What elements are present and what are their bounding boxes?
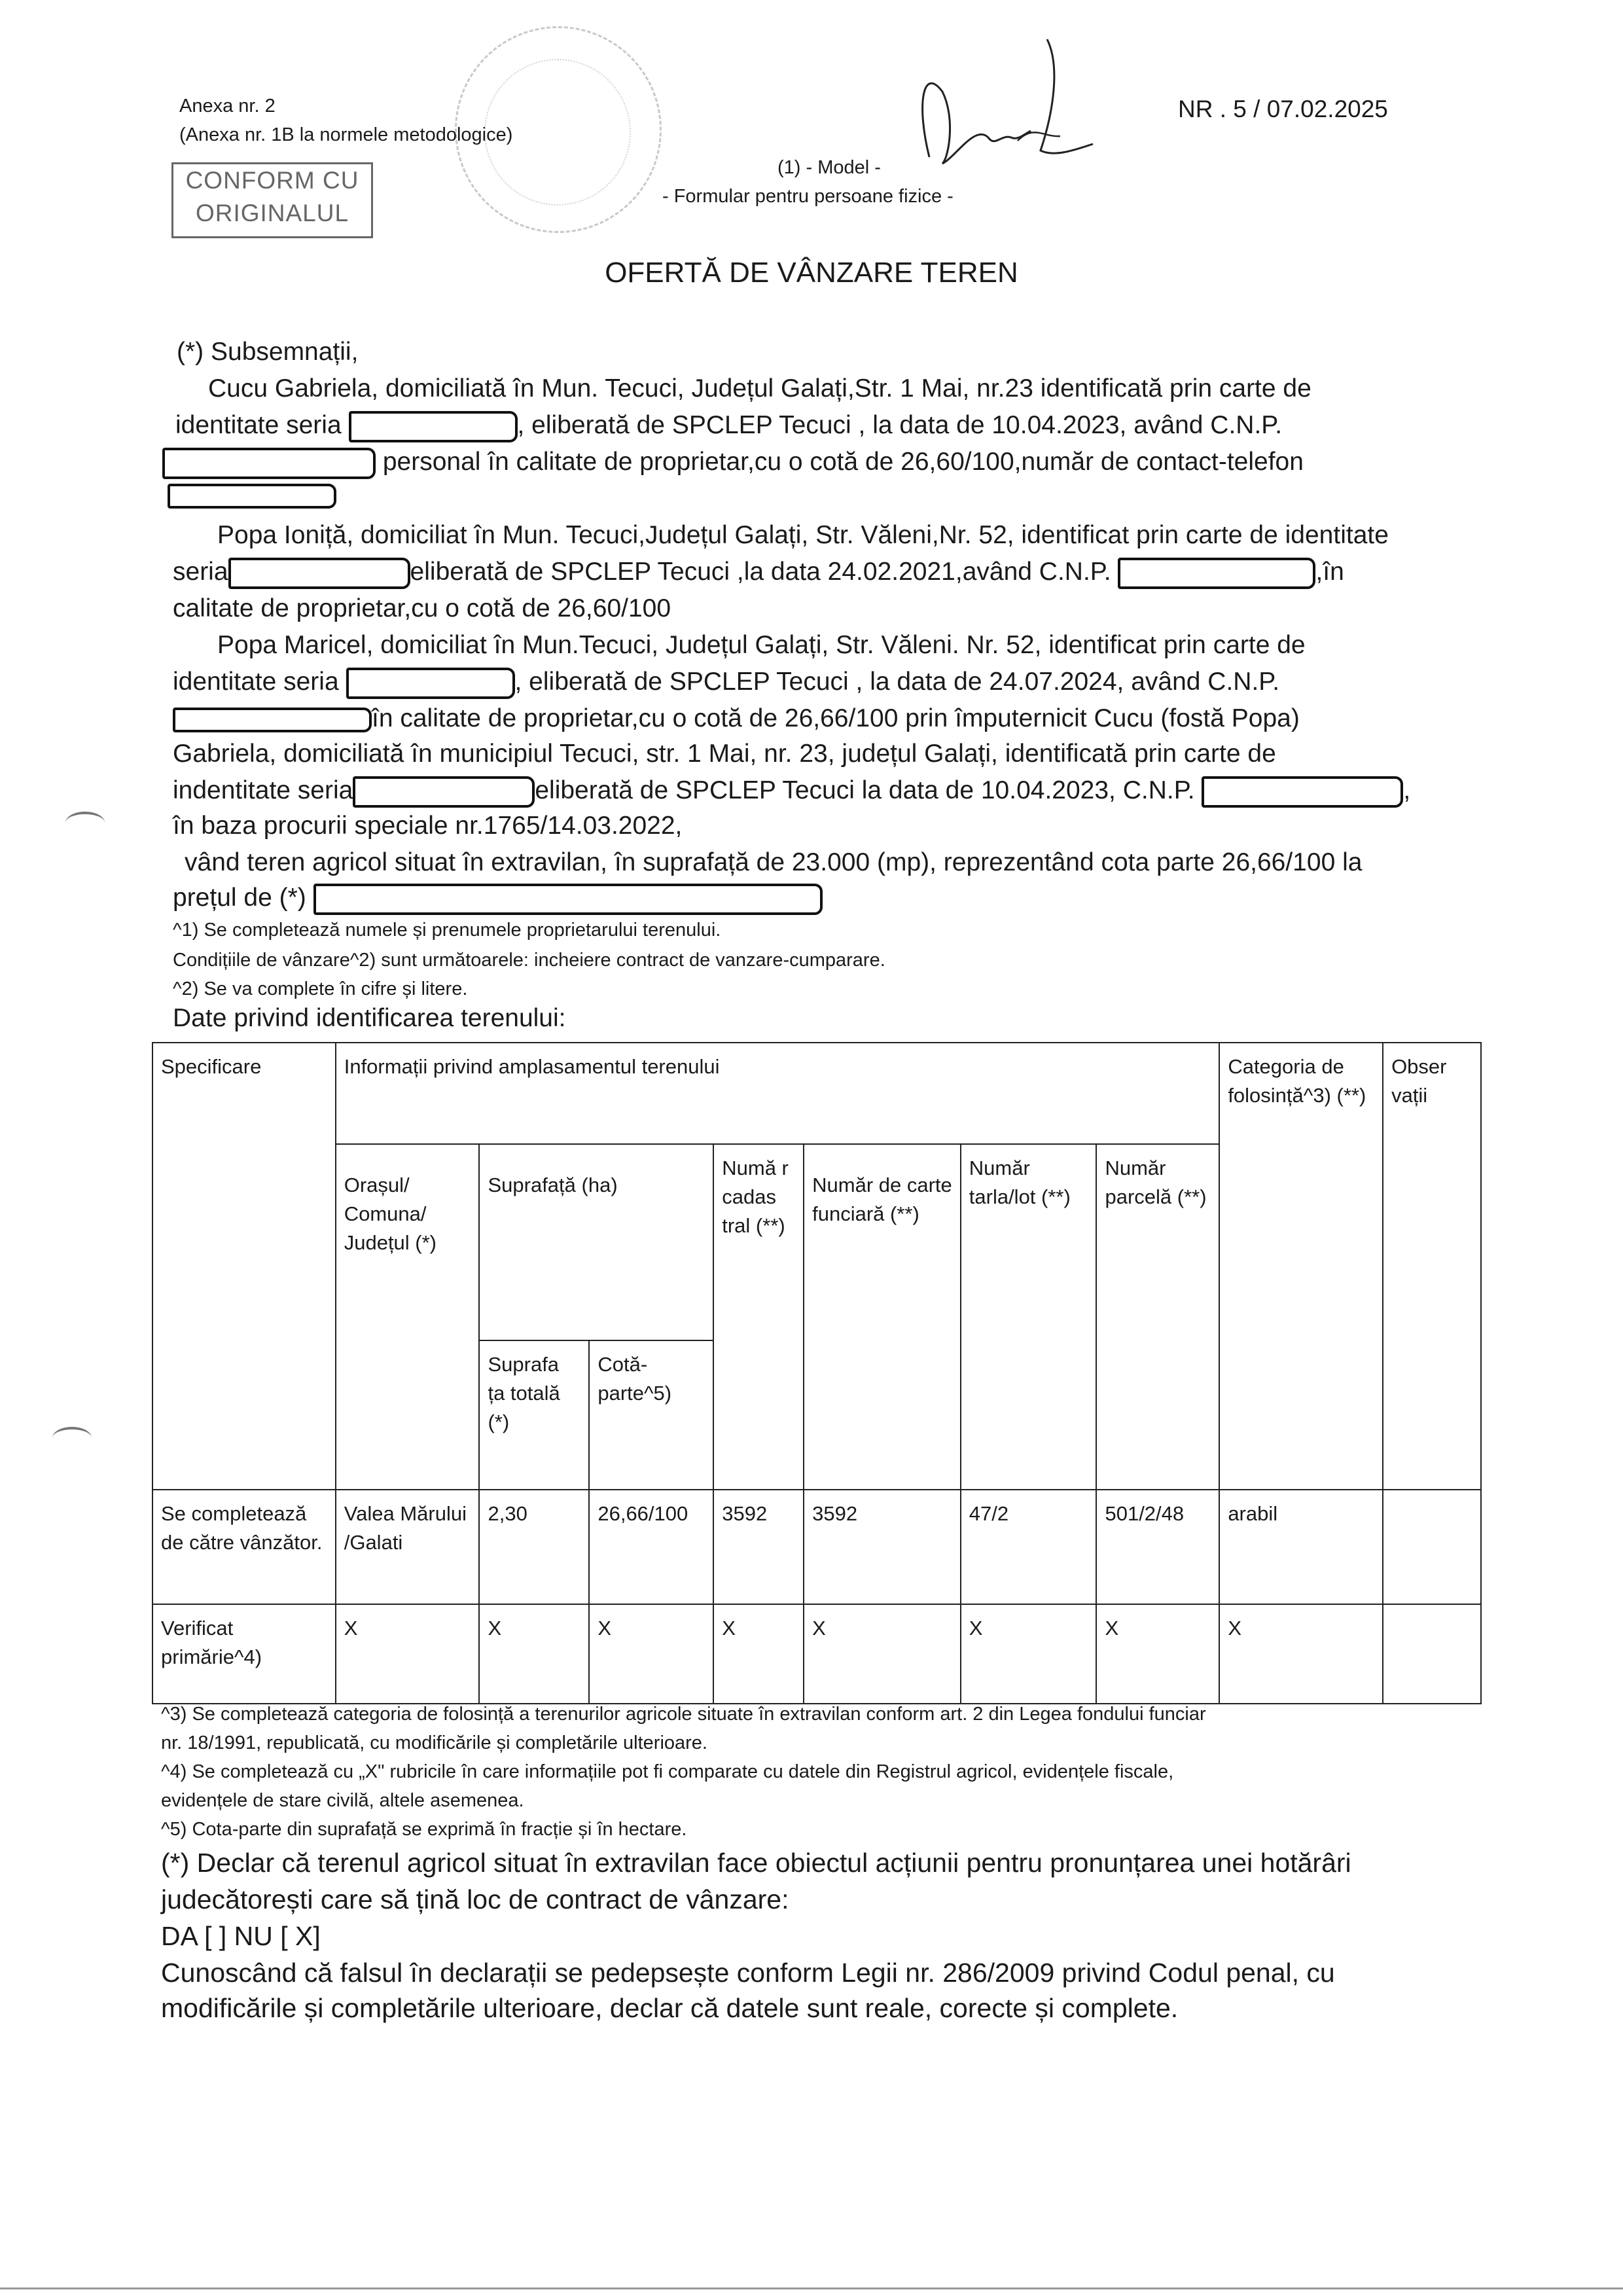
body-line <box>168 479 336 511</box>
redacted-field <box>173 708 372 732</box>
model-label: (1) - Model - <box>777 157 881 178</box>
body-line: identitate seria , eliberată de SPCLEP Tecuci , la data de 10.04.2023, având C.N.P. <box>175 410 1282 442</box>
stamp-line-2: ORIGINALUL <box>195 200 349 226</box>
header-tarla: Număr tarla/lot (**) <box>961 1144 1097 1490</box>
header-categoria: Categoria de folosință^3) (**) <box>1219 1043 1383 1490</box>
body-line: prețul de (*) <box>173 882 823 915</box>
redacted-field <box>353 776 535 808</box>
table-cell <box>1383 1490 1481 1604</box>
body-line: Popa Ioniță, domiciliat în Mun. Tecuci,Județul Galați, Str. Văleni,Nr. 52, identificat prin carte de identitate <box>217 521 1389 549</box>
table-cell: Valea Mărului /Galati <box>336 1490 480 1604</box>
footnote: ^5) Cota-parte din suprafață se exprimă în fracție și în hectare. <box>161 1819 687 1840</box>
redacted-field <box>1118 558 1315 589</box>
document-title: OFERTĂ DE VÂNZARE TEREN <box>605 257 1018 289</box>
table-cell: 501/2/48 <box>1096 1490 1219 1604</box>
header-cota-parte: Cotă-parte^5) <box>589 1340 713 1490</box>
body-line: identitate seria , eliberată de SPCLEP Tecuci , la data de 24.07.2024, având C.N.P. <box>173 666 1279 699</box>
redacted-field <box>313 884 823 915</box>
redacted-field <box>162 448 376 479</box>
declaration-line: Cunoscând că falsul în declarații se pedepsește conform Legii nr. 286/2009 privind Codul penal, cu <box>161 1958 1335 1988</box>
header-observatii: Obser vații <box>1383 1043 1481 1490</box>
header-oras: Orașul/ Comuna/ Județul (*) <box>336 1144 480 1490</box>
footnote: nr. 18/1991, republicată, cu modificările și completările ulterioare. <box>161 1732 707 1753</box>
footnote: ^3) Se completează categoria de folosință a terenurilor agricole situate în extravilan conform art. 2 din Legea fondului funciar <box>161 1704 1206 1725</box>
document-number: NR . 5 / 07.02.2025 <box>1178 96 1388 122</box>
header-suprafata-totala: Suprafa ța totală (*) <box>479 1340 589 1490</box>
table-cell: Verificat primărie^4) <box>152 1604 336 1704</box>
stamp-line-1: CONFORM CU <box>185 167 359 194</box>
footnote: ^4) Se completează cu „X" rubricile în care informațiile pot fi comparate cu datele din Registrul agricol, evidențele fiscale, <box>161 1761 1174 1782</box>
table-cell: Se completează de către vânzător. <box>152 1490 336 1604</box>
declaration-line: modificările și completările ulterioare, declar că datele sunt reale, corecte și complete. <box>161 1993 1179 2023</box>
redacted-field <box>168 484 336 509</box>
declaration-choice: DA [ ] NU [ X] <box>161 1921 321 1951</box>
punch-hole-mark <box>52 1427 92 1449</box>
table-cell: 3592 <box>804 1490 961 1604</box>
redacted-field <box>228 558 410 589</box>
header-parcela: Număr parcelă (**) <box>1096 1144 1219 1490</box>
conform-stamp <box>171 162 373 238</box>
note: ^2) Se va complete în cifre și litere. <box>173 978 468 999</box>
land-identification-table <box>152 1042 1482 1704</box>
body-line: (*) Subsemnații, <box>177 338 359 366</box>
header-specificare: Specificare <box>152 1043 336 1490</box>
page-bottom-edge <box>0 2287 1623 2289</box>
note: Condițiile de vânzare^2) sunt următoarele: incheiere contract de vanzare-cumparare. <box>173 950 885 971</box>
note: ^1) Se completează numele și prenumele proprietarului terenului. <box>173 920 721 941</box>
redacted-field <box>1202 776 1403 808</box>
body-line: vând teren agricol situat în extravilan, în suprafață de 23.000 (mp), reprezentând cota parte 26,66/100 la <box>185 848 1363 876</box>
table-cell: X <box>1219 1604 1383 1704</box>
table-cell: 47/2 <box>961 1490 1097 1604</box>
body-line: Gabriela, domiciliată în municipiul Tecuci, str. 1 Mai, nr. 23, județul Galați, identificată prin carte de <box>173 740 1276 768</box>
punch-hole-mark <box>65 812 105 834</box>
body-line: Popa Maricel, domiciliat în Mun.Tecuci, Județul Galați, Str. Văleni. Nr. 52, identificat prin carte de <box>217 631 1306 659</box>
body-line: calitate de proprietar,cu o cotă de 26,60/100 <box>173 594 671 622</box>
table-cell: 2,30 <box>479 1490 589 1604</box>
table-cell: X <box>713 1604 804 1704</box>
redacted-field <box>349 411 518 442</box>
signature <box>903 26 1099 177</box>
table-cell: X <box>589 1604 713 1704</box>
body-line: seria eliberată de SPCLEP Tecuci ,la data 24.02.2021,având C.N.P. ,în <box>173 556 1344 589</box>
body-line: în calitate de proprietar,cu o cotă de 26,66/100 prin împuternicit Cucu (fostă Popa) <box>173 703 1300 734</box>
table-cell <box>1383 1604 1481 1704</box>
form-type-label: - Formular pentru persoane fizice - <box>662 186 954 207</box>
header-informatii: Informații privind amplasamentul terenului <box>336 1043 1220 1144</box>
annex-sub-label: (Anexa nr. 1B la normele metodologice) <box>179 124 513 145</box>
table-cell: X <box>961 1604 1097 1704</box>
declaration-line: judecătorești care să țină loc de contract de vânzare: <box>161 1884 789 1914</box>
header-nr-cadastral: Numă r cadas tral (**) <box>713 1144 804 1490</box>
table-cell: X <box>1096 1604 1219 1704</box>
redacted-field <box>346 668 515 699</box>
declaration-line: (*) Declar că terenul agricol situat în extravilan face obiectul acțiunii pentru pronunțarea unei hotărâri <box>161 1848 1351 1878</box>
table-cell: 3592 <box>713 1490 804 1604</box>
annex-label: Anexa nr. 2 <box>179 96 276 117</box>
footnote: evidențele de stare civilă, altele asemenea. <box>161 1790 524 1811</box>
body-line: Cucu Gabriela, domiciliată în Mun. Tecuci, Județul Galați,Str. 1 Mai, nr.23 identificată prin carte de <box>208 374 1311 403</box>
body-line: indentitate seria eliberată de SPCLEP Tecuci la data de 10.04.2023, C.N.P. , <box>173 775 1410 808</box>
table-cell: X <box>804 1604 961 1704</box>
table-cell: arabil <box>1219 1490 1383 1604</box>
header-carte-funciara: Număr de carte funciară (**) <box>804 1144 961 1490</box>
table-cell: X <box>479 1604 589 1704</box>
body-line: personal în calitate de proprietar,cu o cotă de 26,60/100,număr de contact-telefon <box>162 446 1304 479</box>
table-cell: 26,66/100 <box>589 1490 713 1604</box>
header-suprafata: Suprafață (ha) <box>479 1144 713 1340</box>
table-cell: X <box>336 1604 480 1704</box>
body-line: în baza procurii speciale nr.1765/14.03.2022, <box>173 812 683 840</box>
table-title: Date privind identificarea terenului: <box>173 1004 566 1032</box>
